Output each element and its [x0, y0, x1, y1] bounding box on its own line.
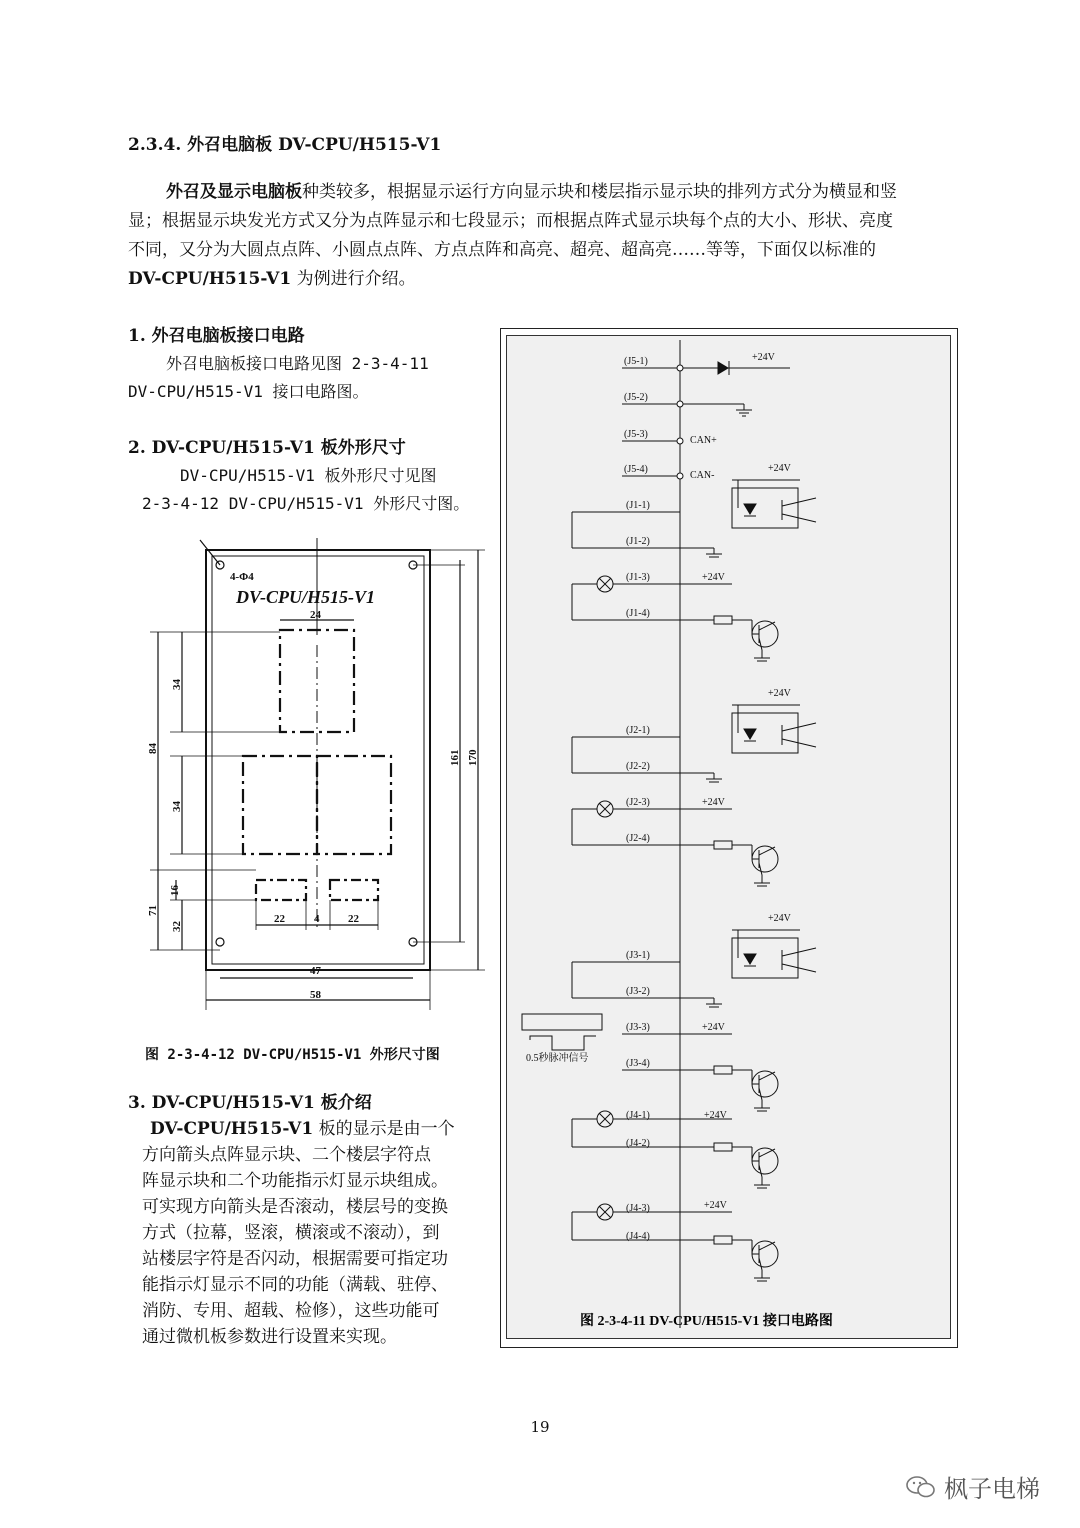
- subsection-1-line-1: 外召电脑板接口电路见图 2-3-4-11: [166, 354, 429, 373]
- intro-paragraph: [128, 178, 988, 294]
- pin-j5-1: (J5-1): [624, 356, 648, 367]
- subsection-2: [128, 434, 488, 518]
- subsection-1: [128, 322, 488, 406]
- pin-j1-1: (J1-1): [626, 500, 650, 511]
- pin-j2-4: (J2-4): [626, 833, 650, 844]
- section-heading: [128, 130, 441, 155]
- floor-block-right: [317, 756, 391, 854]
- pin-j2-2: (J2-2): [626, 761, 650, 772]
- subsection-3-line-8: 消防、专用、超载、检修），这些功能可: [142, 1301, 440, 1321]
- dim-4: 4: [314, 913, 320, 925]
- board-model-label: DV-CPU/H515-V1: [236, 587, 376, 607]
- can-minus-label: CAN-: [690, 470, 715, 481]
- subsection-3-line-9: 通过微机板参数进行设置来实现。: [142, 1327, 397, 1347]
- dim-24: 24: [310, 609, 321, 621]
- pin-j3-4: (J3-4): [626, 1058, 650, 1069]
- pin-j2-3: (J2-3): [626, 797, 650, 808]
- dim-32: 32: [171, 921, 183, 932]
- floor-block-left: [243, 756, 317, 854]
- dim-170: 170: [467, 749, 479, 766]
- pin-j4-4: (J4-4): [626, 1231, 650, 1242]
- v24-label-j5: +24V: [752, 352, 775, 363]
- watermark: [906, 1469, 1040, 1504]
- subsection-3-heading: 3. DV-CPU/H515-V1 板介绍: [128, 1093, 372, 1113]
- dimension-drawing: [130, 530, 490, 1020]
- intro-line-1: 种类较多，根据显示运行方向显示块和楼层指示显示块的排列方式分为横显和竖: [302, 182, 897, 202]
- pin-j1-4: (J1-4): [626, 608, 650, 619]
- v24-label-opto-1: +24V: [768, 463, 791, 474]
- pin-j1-2: (J1-2): [626, 536, 650, 547]
- v24-label-j1: +24V: [702, 572, 725, 583]
- intro-line-2: 显；根据显示块发光方式又分为点阵显示和七段显示；而根据点阵式显示块每个点的大小、形状、亮度: [128, 211, 893, 231]
- subsection-3-line-1: 板的显示是由一个: [313, 1119, 455, 1139]
- v24-label-opto-2: +24V: [768, 688, 791, 699]
- function-lamp-left: [256, 880, 306, 900]
- subsection-3-line-5: 方式（拉幕，竖滚，横滚或不滚动），到: [142, 1223, 440, 1243]
- dim-34-mid: 34: [171, 801, 183, 812]
- intro-bold-lead: 外召及显示电脑板: [166, 182, 302, 202]
- intro-line-4-bold: DV-CPU/H515-V1: [128, 269, 292, 289]
- pin-j5-4: (J5-4): [624, 464, 648, 475]
- dim-71: 71: [147, 905, 159, 916]
- subsection-3-line-4: 可实现方向箭头是否滚动，楼层号的变换: [142, 1197, 448, 1217]
- v24-label-j3: +24V: [702, 1022, 725, 1033]
- subsection-3-line-7: 能指示灯显示不同的功能（满载、驻停、: [142, 1275, 448, 1295]
- v24-label-j2: +24V: [702, 797, 725, 808]
- section-title: 外召电脑板 DV-CPU/H515-V1: [187, 135, 442, 155]
- dimension-figure-caption: 图 2-3-4-12 DV-CPU/H515-V1 外形尺寸图: [145, 1047, 440, 1063]
- subsection-3-line-2: 方向箭头点阵显示块、二个楼层字符点: [142, 1145, 431, 1165]
- pin-j3-2: (J3-2): [626, 986, 650, 997]
- dim-58: 58: [310, 989, 321, 1001]
- pin-j3-1: (J3-1): [626, 950, 650, 961]
- section-number: 2.3.4.: [128, 135, 182, 155]
- watermark-text: 枫子电梯: [944, 1475, 1040, 1503]
- dim-16: 16: [169, 885, 181, 896]
- subsection-3-lead-bold: DV-CPU/H515-V1: [150, 1119, 314, 1139]
- subsection-3-line-6: 站楼层字符是否闪动，根据需要可指定功: [142, 1249, 448, 1269]
- dim-22-left: 22: [274, 913, 285, 925]
- subsection-1-heading: 1. 外召电脑板接口电路: [128, 326, 305, 346]
- hole-label: 4-Φ4: [230, 571, 254, 583]
- can-plus-label: CAN+: [690, 435, 717, 446]
- dim-84: 84: [147, 743, 159, 754]
- page-number: 19: [530, 1418, 550, 1436]
- intro-line-3: 不同，又分为大圆点点阵、小圆点点阵、方点点阵和高亮、超亮、超高亮……等等，下面仅以标准的: [128, 240, 876, 260]
- subsection-3-line-3: 阵显示块和二个功能指示灯显示块组成。: [142, 1171, 448, 1191]
- circuit-diagram: [500, 328, 958, 1348]
- pin-j5-2: (J5-2): [624, 392, 648, 403]
- subsection-2-line-2: 2-3-4-12 DV-CPU/H515-V1 外形尺寸图。: [142, 494, 470, 513]
- subsection-2-heading: 2. DV-CPU/H515-V1 板外形尺寸: [128, 438, 406, 458]
- mount-hole-bl: [216, 938, 224, 946]
- dim-34-top: 34: [171, 679, 183, 690]
- v24-label-opto-3: +24V: [768, 913, 791, 924]
- pin-j4-2: (J4-2): [626, 1138, 650, 1149]
- dim-22-right: 22: [348, 913, 359, 925]
- subsection-1-line-2: DV-CPU/H515-V1 接口电路图。: [128, 382, 369, 401]
- function-lamp-right: [330, 880, 378, 900]
- v24-label-j4-1: +24V: [704, 1110, 727, 1121]
- pin-j3-3: (J3-3): [626, 1022, 650, 1033]
- intro-line-4-rest: 为例进行介绍。: [291, 269, 416, 289]
- circuit-figure-caption: 图 2-3-4-11 DV-CPU/H515-V1 接口电路图: [580, 1314, 833, 1329]
- subsection-3: [128, 1090, 488, 1350]
- wechat-icon: [906, 1475, 936, 1499]
- pin-j5-3: (J5-3): [624, 429, 648, 440]
- pin-j2-1: (J2-1): [626, 725, 650, 736]
- pulse-signal-label: 0.5秒脉冲信号: [526, 1053, 589, 1064]
- dim-161: 161: [449, 749, 461, 766]
- pin-j4-3: (J4-3): [626, 1203, 650, 1214]
- dim-47: 47: [310, 965, 321, 977]
- v24-label-j4-3: +24V: [704, 1200, 727, 1211]
- pin-j4-1: (J4-1): [626, 1110, 650, 1121]
- subsection-2-line-1: DV-CPU/H515-V1 板外形尺寸见图: [180, 466, 437, 485]
- pin-j1-3: (J1-3): [626, 572, 650, 583]
